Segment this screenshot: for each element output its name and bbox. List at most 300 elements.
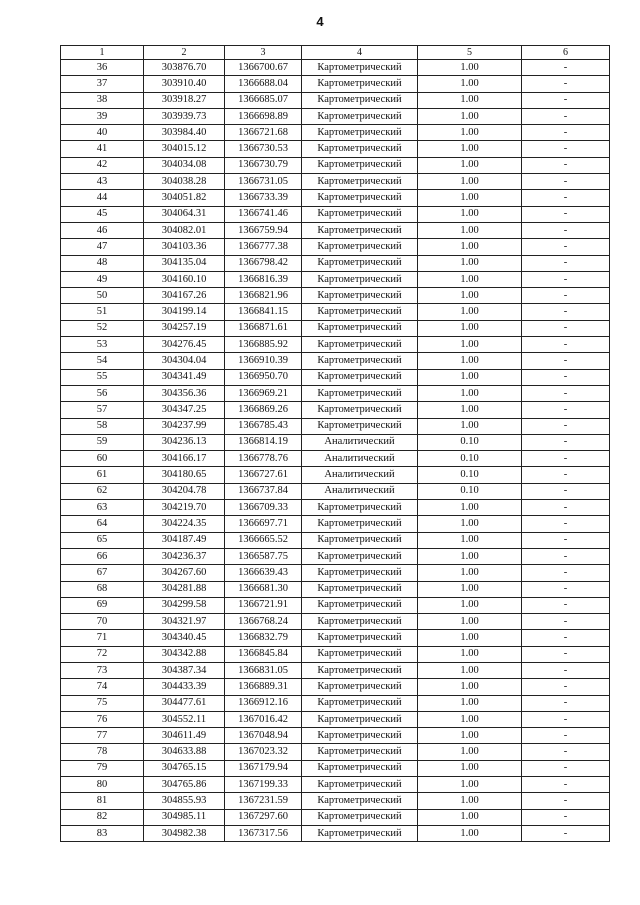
y-coordinate-cell: 1366587.75 bbox=[225, 548, 302, 564]
method-cell: Картометрический bbox=[302, 581, 418, 597]
note-cell: - bbox=[522, 809, 610, 825]
note-cell: - bbox=[522, 60, 610, 76]
point-number-cell: 72 bbox=[61, 646, 144, 662]
point-number-cell: 64 bbox=[61, 516, 144, 532]
x-coordinate-cell: 304224.35 bbox=[144, 516, 225, 532]
method-cell: Картометрический bbox=[302, 304, 418, 320]
y-coordinate-cell: 1366721.91 bbox=[225, 597, 302, 613]
x-coordinate-cell: 304180.65 bbox=[144, 467, 225, 483]
note-cell: - bbox=[522, 434, 610, 450]
x-coordinate-cell: 304187.49 bbox=[144, 532, 225, 548]
note-cell: - bbox=[522, 337, 610, 353]
accuracy-cell: 1.00 bbox=[418, 385, 522, 401]
table-row bbox=[61, 516, 610, 532]
method-cell: Картометрический bbox=[302, 793, 418, 809]
accuracy-cell: 1.00 bbox=[418, 206, 522, 222]
method-cell: Картометрический bbox=[302, 353, 418, 369]
y-coordinate-cell: 1366950.70 bbox=[225, 369, 302, 385]
y-coordinate-cell: 1366741.46 bbox=[225, 206, 302, 222]
note-cell: - bbox=[522, 793, 610, 809]
table-row bbox=[61, 304, 610, 320]
x-coordinate-cell: 304855.93 bbox=[144, 793, 225, 809]
y-coordinate-cell: 1366845.84 bbox=[225, 646, 302, 662]
method-cell: Картометрический bbox=[302, 630, 418, 646]
note-cell: - bbox=[522, 190, 610, 206]
accuracy-cell: 1.00 bbox=[418, 222, 522, 238]
method-cell: Картометрический bbox=[302, 744, 418, 760]
x-coordinate-cell: 304985.11 bbox=[144, 809, 225, 825]
note-cell: - bbox=[522, 532, 610, 548]
point-number-cell: 57 bbox=[61, 402, 144, 418]
x-coordinate-cell: 303984.40 bbox=[144, 125, 225, 141]
method-cell: Картометрический bbox=[302, 662, 418, 678]
table-row bbox=[61, 337, 610, 353]
accuracy-cell: 1.00 bbox=[418, 239, 522, 255]
y-coordinate-cell: 1366727.61 bbox=[225, 467, 302, 483]
y-coordinate-cell: 1366688.04 bbox=[225, 76, 302, 92]
point-number-cell: 61 bbox=[61, 467, 144, 483]
x-coordinate-cell: 303939.73 bbox=[144, 108, 225, 124]
accuracy-cell: 1.00 bbox=[418, 92, 522, 108]
point-number-cell: 83 bbox=[61, 825, 144, 841]
point-number-cell: 46 bbox=[61, 222, 144, 238]
accuracy-cell: 1.00 bbox=[418, 711, 522, 727]
note-cell: - bbox=[522, 614, 610, 630]
method-cell: Картометрический bbox=[302, 255, 418, 271]
table-row bbox=[61, 467, 610, 483]
table-row bbox=[61, 369, 610, 385]
x-coordinate-cell: 304765.15 bbox=[144, 760, 225, 776]
method-cell: Аналитический bbox=[302, 483, 418, 499]
accuracy-cell: 1.00 bbox=[418, 418, 522, 434]
y-coordinate-cell: 1366871.61 bbox=[225, 320, 302, 336]
note-cell: - bbox=[522, 597, 610, 613]
table-row bbox=[61, 108, 610, 124]
method-cell: Картометрический bbox=[302, 809, 418, 825]
method-cell: Картометрический bbox=[302, 157, 418, 173]
y-coordinate-cell: 1366777.38 bbox=[225, 239, 302, 255]
table-row bbox=[61, 141, 610, 157]
table-row bbox=[61, 174, 610, 190]
x-coordinate-cell: 304341.49 bbox=[144, 369, 225, 385]
note-cell: - bbox=[522, 646, 610, 662]
header-row bbox=[61, 46, 610, 60]
x-coordinate-cell: 304340.45 bbox=[144, 630, 225, 646]
y-coordinate-cell: 1367297.60 bbox=[225, 809, 302, 825]
note-cell: - bbox=[522, 711, 610, 727]
table-row bbox=[61, 793, 610, 809]
method-cell: Картометрический bbox=[302, 760, 418, 776]
table-row bbox=[61, 581, 610, 597]
point-number-cell: 44 bbox=[61, 190, 144, 206]
note-cell: - bbox=[522, 695, 610, 711]
y-coordinate-cell: 1366721.68 bbox=[225, 125, 302, 141]
x-coordinate-cell: 304304.04 bbox=[144, 353, 225, 369]
accuracy-cell: 1.00 bbox=[418, 402, 522, 418]
point-number-cell: 67 bbox=[61, 565, 144, 581]
point-number-cell: 76 bbox=[61, 711, 144, 727]
method-cell: Картометрический bbox=[302, 695, 418, 711]
table-row bbox=[61, 402, 610, 418]
note-cell: - bbox=[522, 630, 610, 646]
note-cell: - bbox=[522, 402, 610, 418]
point-number-cell: 39 bbox=[61, 108, 144, 124]
y-coordinate-cell: 1366639.43 bbox=[225, 565, 302, 581]
point-number-cell: 82 bbox=[61, 809, 144, 825]
y-coordinate-cell: 1366681.30 bbox=[225, 581, 302, 597]
method-cell: Картометрический bbox=[302, 320, 418, 336]
table-row bbox=[61, 662, 610, 678]
table-row bbox=[61, 320, 610, 336]
method-cell: Картометрический bbox=[302, 288, 418, 304]
x-coordinate-cell: 304166.17 bbox=[144, 451, 225, 467]
accuracy-cell: 1.00 bbox=[418, 60, 522, 76]
point-number-cell: 47 bbox=[61, 239, 144, 255]
x-coordinate-cell: 304633.88 bbox=[144, 744, 225, 760]
table-row bbox=[61, 288, 610, 304]
x-coordinate-cell: 304082.01 bbox=[144, 222, 225, 238]
x-coordinate-cell: 304982.38 bbox=[144, 825, 225, 841]
point-number-cell: 62 bbox=[61, 483, 144, 499]
y-coordinate-cell: 1366885.92 bbox=[225, 337, 302, 353]
accuracy-cell: 1.00 bbox=[418, 597, 522, 613]
table-row bbox=[61, 190, 610, 206]
x-coordinate-cell: 304237.99 bbox=[144, 418, 225, 434]
table-row bbox=[61, 60, 610, 76]
method-cell: Картометрический bbox=[302, 271, 418, 287]
method-cell: Картометрический bbox=[302, 679, 418, 695]
accuracy-cell: 1.00 bbox=[418, 793, 522, 809]
y-coordinate-cell: 1366709.33 bbox=[225, 500, 302, 516]
x-coordinate-cell: 303918.27 bbox=[144, 92, 225, 108]
point-number-cell: 73 bbox=[61, 662, 144, 678]
note-cell: - bbox=[522, 581, 610, 597]
x-coordinate-cell: 304281.88 bbox=[144, 581, 225, 597]
method-cell: Картометрический bbox=[302, 385, 418, 401]
accuracy-cell: 1.00 bbox=[418, 271, 522, 287]
note-cell: - bbox=[522, 271, 610, 287]
header-cell-3: 3 bbox=[225, 46, 302, 60]
method-cell: Картометрический bbox=[302, 532, 418, 548]
x-coordinate-cell: 304267.60 bbox=[144, 565, 225, 581]
x-coordinate-cell: 303876.70 bbox=[144, 60, 225, 76]
table-row bbox=[61, 271, 610, 287]
note-cell: - bbox=[522, 467, 610, 483]
x-coordinate-cell: 304064.31 bbox=[144, 206, 225, 222]
note-cell: - bbox=[522, 125, 610, 141]
accuracy-cell: 0.10 bbox=[418, 451, 522, 467]
method-cell: Аналитический bbox=[302, 467, 418, 483]
note-cell: - bbox=[522, 744, 610, 760]
x-coordinate-cell: 304356.36 bbox=[144, 385, 225, 401]
point-number-cell: 81 bbox=[61, 793, 144, 809]
x-coordinate-cell: 304236.13 bbox=[144, 434, 225, 450]
table-row bbox=[61, 222, 610, 238]
point-number-cell: 40 bbox=[61, 125, 144, 141]
point-number-cell: 66 bbox=[61, 548, 144, 564]
point-number-cell: 63 bbox=[61, 500, 144, 516]
y-coordinate-cell: 1366910.39 bbox=[225, 353, 302, 369]
x-coordinate-cell: 304038.28 bbox=[144, 174, 225, 190]
x-coordinate-cell: 304765.86 bbox=[144, 777, 225, 793]
method-cell: Картометрический bbox=[302, 369, 418, 385]
note-cell: - bbox=[522, 548, 610, 564]
accuracy-cell: 1.00 bbox=[418, 728, 522, 744]
x-coordinate-cell: 304257.19 bbox=[144, 320, 225, 336]
y-coordinate-cell: 1366778.76 bbox=[225, 451, 302, 467]
table-row bbox=[61, 434, 610, 450]
accuracy-cell: 1.00 bbox=[418, 532, 522, 548]
table-row bbox=[61, 711, 610, 727]
accuracy-cell: 1.00 bbox=[418, 516, 522, 532]
note-cell: - bbox=[522, 141, 610, 157]
x-coordinate-cell: 304103.36 bbox=[144, 239, 225, 255]
point-number-cell: 55 bbox=[61, 369, 144, 385]
method-cell: Картометрический bbox=[302, 565, 418, 581]
accuracy-cell: 1.00 bbox=[418, 744, 522, 760]
x-coordinate-cell: 304204.78 bbox=[144, 483, 225, 499]
note-cell: - bbox=[522, 76, 610, 92]
table-row bbox=[61, 777, 610, 793]
x-coordinate-cell: 304477.61 bbox=[144, 695, 225, 711]
y-coordinate-cell: 1367179.94 bbox=[225, 760, 302, 776]
x-coordinate-cell: 304342.88 bbox=[144, 646, 225, 662]
accuracy-cell: 1.00 bbox=[418, 157, 522, 173]
accuracy-cell: 1.00 bbox=[418, 662, 522, 678]
y-coordinate-cell: 1366733.39 bbox=[225, 190, 302, 206]
y-coordinate-cell: 1366730.79 bbox=[225, 157, 302, 173]
y-coordinate-cell: 1366697.71 bbox=[225, 516, 302, 532]
table-row bbox=[61, 483, 610, 499]
y-coordinate-cell: 1366737.84 bbox=[225, 483, 302, 499]
accuracy-cell: 1.00 bbox=[418, 174, 522, 190]
note-cell: - bbox=[522, 304, 610, 320]
note-cell: - bbox=[522, 206, 610, 222]
table-row bbox=[61, 239, 610, 255]
x-coordinate-cell: 304236.37 bbox=[144, 548, 225, 564]
header-cell-1: 1 bbox=[61, 46, 144, 60]
point-number-cell: 42 bbox=[61, 157, 144, 173]
method-cell: Картометрический bbox=[302, 548, 418, 564]
note-cell: - bbox=[522, 483, 610, 499]
point-number-cell: 51 bbox=[61, 304, 144, 320]
x-coordinate-cell: 304135.04 bbox=[144, 255, 225, 271]
accuracy-cell: 1.00 bbox=[418, 141, 522, 157]
x-coordinate-cell: 304051.82 bbox=[144, 190, 225, 206]
y-coordinate-cell: 1367016.42 bbox=[225, 711, 302, 727]
table-row bbox=[61, 760, 610, 776]
method-cell: Картометрический bbox=[302, 337, 418, 353]
y-coordinate-cell: 1366969.21 bbox=[225, 385, 302, 401]
table-row bbox=[61, 825, 610, 841]
note-cell: - bbox=[522, 353, 610, 369]
point-number-cell: 49 bbox=[61, 271, 144, 287]
accuracy-cell: 1.00 bbox=[418, 565, 522, 581]
point-number-cell: 53 bbox=[61, 337, 144, 353]
table-body bbox=[61, 60, 610, 842]
method-cell: Картометрический bbox=[302, 516, 418, 532]
point-number-cell: 70 bbox=[61, 614, 144, 630]
point-number-cell: 80 bbox=[61, 777, 144, 793]
point-number-cell: 77 bbox=[61, 728, 144, 744]
method-cell: Картометрический bbox=[302, 418, 418, 434]
x-coordinate-cell: 304321.97 bbox=[144, 614, 225, 630]
y-coordinate-cell: 1366785.43 bbox=[225, 418, 302, 434]
x-coordinate-cell: 304167.26 bbox=[144, 288, 225, 304]
accuracy-cell: 1.00 bbox=[418, 125, 522, 141]
accuracy-cell: 1.00 bbox=[418, 369, 522, 385]
accuracy-cell: 1.00 bbox=[418, 320, 522, 336]
table-row bbox=[61, 418, 610, 434]
table-row bbox=[61, 744, 610, 760]
note-cell: - bbox=[522, 92, 610, 108]
note-cell: - bbox=[522, 108, 610, 124]
point-number-cell: 71 bbox=[61, 630, 144, 646]
method-cell: Картометрический bbox=[302, 825, 418, 841]
point-number-cell: 41 bbox=[61, 141, 144, 157]
method-cell: Картометрический bbox=[302, 125, 418, 141]
header-cell-4: 4 bbox=[302, 46, 418, 60]
accuracy-cell: 1.00 bbox=[418, 825, 522, 841]
point-number-cell: 50 bbox=[61, 288, 144, 304]
method-cell: Картометрический bbox=[302, 60, 418, 76]
point-number-cell: 38 bbox=[61, 92, 144, 108]
note-cell: - bbox=[522, 320, 610, 336]
table-row bbox=[61, 695, 610, 711]
table-row bbox=[61, 76, 610, 92]
y-coordinate-cell: 1367317.56 bbox=[225, 825, 302, 841]
x-coordinate-cell: 304015.12 bbox=[144, 141, 225, 157]
table-row bbox=[61, 630, 610, 646]
accuracy-cell: 1.00 bbox=[418, 353, 522, 369]
note-cell: - bbox=[522, 516, 610, 532]
header-cell-2: 2 bbox=[144, 46, 225, 60]
x-coordinate-cell: 304160.10 bbox=[144, 271, 225, 287]
y-coordinate-cell: 1366731.05 bbox=[225, 174, 302, 190]
method-cell: Картометрический bbox=[302, 222, 418, 238]
point-number-cell: 59 bbox=[61, 434, 144, 450]
note-cell: - bbox=[522, 385, 610, 401]
table-row bbox=[61, 353, 610, 369]
accuracy-cell: 1.00 bbox=[418, 304, 522, 320]
y-coordinate-cell: 1366698.89 bbox=[225, 108, 302, 124]
y-coordinate-cell: 1366730.53 bbox=[225, 141, 302, 157]
point-number-cell: 52 bbox=[61, 320, 144, 336]
point-number-cell: 68 bbox=[61, 581, 144, 597]
header-cell-6: 6 bbox=[522, 46, 610, 60]
y-coordinate-cell: 1366869.26 bbox=[225, 402, 302, 418]
y-coordinate-cell: 1366831.05 bbox=[225, 662, 302, 678]
method-cell: Картометрический bbox=[302, 174, 418, 190]
table-row bbox=[61, 597, 610, 613]
method-cell: Картометрический bbox=[302, 76, 418, 92]
table-row bbox=[61, 385, 610, 401]
accuracy-cell: 1.00 bbox=[418, 108, 522, 124]
point-number-cell: 37 bbox=[61, 76, 144, 92]
point-number-cell: 58 bbox=[61, 418, 144, 434]
table-row bbox=[61, 679, 610, 695]
table-row bbox=[61, 125, 610, 141]
point-number-cell: 36 bbox=[61, 60, 144, 76]
x-coordinate-cell: 304347.25 bbox=[144, 402, 225, 418]
table-row bbox=[61, 157, 610, 173]
y-coordinate-cell: 1366889.31 bbox=[225, 679, 302, 695]
note-cell: - bbox=[522, 288, 610, 304]
y-coordinate-cell: 1366816.39 bbox=[225, 271, 302, 287]
method-cell: Картометрический bbox=[302, 190, 418, 206]
table-row bbox=[61, 532, 610, 548]
accuracy-cell: 0.10 bbox=[418, 483, 522, 499]
table-header bbox=[61, 46, 610, 60]
note-cell: - bbox=[522, 662, 610, 678]
x-coordinate-cell: 304433.39 bbox=[144, 679, 225, 695]
method-cell: Картометрический bbox=[302, 500, 418, 516]
accuracy-cell: 1.00 bbox=[418, 548, 522, 564]
method-cell: Картометрический bbox=[302, 597, 418, 613]
accuracy-cell: 1.00 bbox=[418, 679, 522, 695]
point-number-cell: 74 bbox=[61, 679, 144, 695]
note-cell: - bbox=[522, 825, 610, 841]
table-row bbox=[61, 565, 610, 581]
note-cell: - bbox=[522, 174, 610, 190]
y-coordinate-cell: 1367023.32 bbox=[225, 744, 302, 760]
y-coordinate-cell: 1366814.19 bbox=[225, 434, 302, 450]
y-coordinate-cell: 1366832.79 bbox=[225, 630, 302, 646]
point-number-cell: 48 bbox=[61, 255, 144, 271]
accuracy-cell: 1.00 bbox=[418, 646, 522, 662]
y-coordinate-cell: 1366798.42 bbox=[225, 255, 302, 271]
table-row bbox=[61, 646, 610, 662]
accuracy-cell: 0.10 bbox=[418, 434, 522, 450]
method-cell: Картометрический bbox=[302, 614, 418, 630]
accuracy-cell: 1.00 bbox=[418, 500, 522, 516]
method-cell: Картометрический bbox=[302, 402, 418, 418]
accuracy-cell: 1.00 bbox=[418, 337, 522, 353]
note-cell: - bbox=[522, 500, 610, 516]
point-number-cell: 78 bbox=[61, 744, 144, 760]
coordinates-table bbox=[60, 45, 610, 842]
x-coordinate-cell: 304219.70 bbox=[144, 500, 225, 516]
accuracy-cell: 1.00 bbox=[418, 288, 522, 304]
accuracy-cell: 1.00 bbox=[418, 255, 522, 271]
x-coordinate-cell: 304034.08 bbox=[144, 157, 225, 173]
table-row bbox=[61, 500, 610, 516]
header-cell-5: 5 bbox=[418, 46, 522, 60]
y-coordinate-cell: 1366912.16 bbox=[225, 695, 302, 711]
note-cell: - bbox=[522, 451, 610, 467]
table-row bbox=[61, 255, 610, 271]
table-row bbox=[61, 809, 610, 825]
point-number-cell: 56 bbox=[61, 385, 144, 401]
accuracy-cell: 1.00 bbox=[418, 614, 522, 630]
point-number-cell: 65 bbox=[61, 532, 144, 548]
x-coordinate-cell: 304199.14 bbox=[144, 304, 225, 320]
point-number-cell: 45 bbox=[61, 206, 144, 222]
method-cell: Картометрический bbox=[302, 92, 418, 108]
accuracy-cell: 1.00 bbox=[418, 581, 522, 597]
y-coordinate-cell: 1366841.15 bbox=[225, 304, 302, 320]
point-number-cell: 60 bbox=[61, 451, 144, 467]
method-cell: Картометрический bbox=[302, 711, 418, 727]
method-cell: Картометрический bbox=[302, 239, 418, 255]
method-cell: Картометрический bbox=[302, 108, 418, 124]
accuracy-cell: 1.00 bbox=[418, 630, 522, 646]
note-cell: - bbox=[522, 255, 610, 271]
y-coordinate-cell: 1367199.33 bbox=[225, 777, 302, 793]
x-coordinate-cell: 303910.40 bbox=[144, 76, 225, 92]
note-cell: - bbox=[522, 157, 610, 173]
y-coordinate-cell: 1366759.94 bbox=[225, 222, 302, 238]
